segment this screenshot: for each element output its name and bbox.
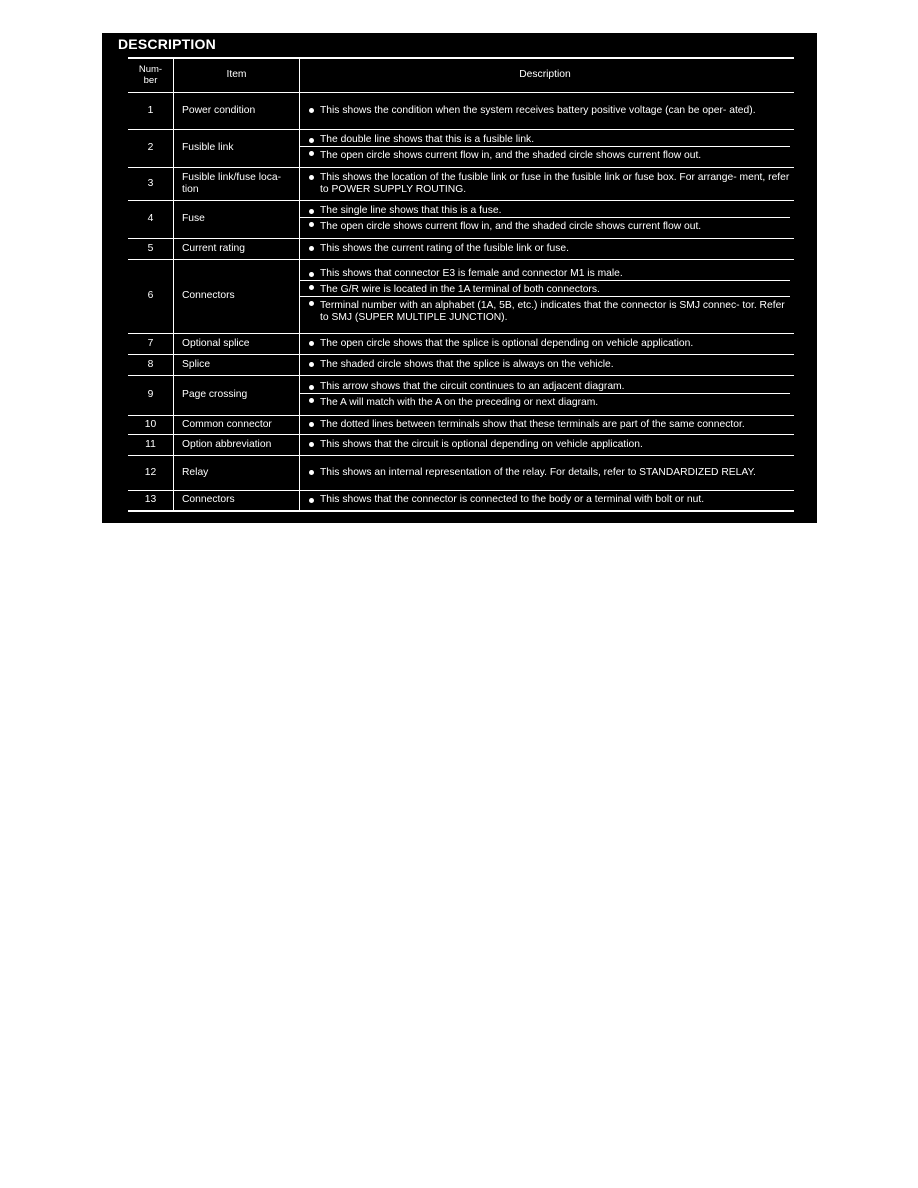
- row-number: 2: [128, 129, 174, 167]
- row-item: Relay: [174, 455, 300, 490]
- header-description: Description: [519, 69, 571, 81]
- bullet-item: The open circle shows current flow in, and the shaded circle shows current flow out.: [300, 146, 790, 162]
- row-item: Connectors: [174, 490, 300, 511]
- description-panel: [102, 33, 817, 523]
- row-item: Fusible link/fuse loca- tion: [174, 167, 300, 200]
- description-table: [128, 57, 794, 512]
- bullet-list: [309, 439, 790, 451]
- row-description: [300, 167, 795, 200]
- row-description: [300, 434, 795, 455]
- row-item: Option abbreviation: [174, 434, 300, 455]
- row-item: Current rating: [174, 238, 300, 259]
- bullet-item: This shows the current rating of the fusible link or fuse.: [309, 243, 790, 255]
- row-item: Fusible link: [174, 129, 300, 167]
- bullet-list: [309, 359, 790, 371]
- header-number: [128, 58, 174, 92]
- row-item: Optional splice: [174, 333, 300, 354]
- bullet-list: [309, 381, 790, 409]
- bullet-item: This shows the location of the fusible link or fuse in the fusible link or fuse box. For arrange- ment, refer to POWER SUPPLY ROUTING.: [309, 172, 790, 196]
- header-number-line1: Num-: [138, 64, 163, 76]
- row-description: [300, 129, 795, 167]
- bullet-item: The G/R wire is located in the 1A terminal of both connectors.: [300, 280, 790, 296]
- table-row: [128, 455, 794, 490]
- row-number: 12: [128, 455, 174, 490]
- bullet-item: The A will match with the A on the preceding or next diagram.: [300, 393, 790, 409]
- bullet-item: The open circle shows that the splice is optional depending on vehicle application.: [309, 338, 790, 350]
- header-number-line2: ber: [143, 75, 158, 87]
- table-row: [128, 354, 794, 375]
- bullet-item: The dotted lines between terminals show that these terminals are part of the same connector.: [309, 419, 790, 431]
- row-description: [300, 490, 795, 511]
- table-row: [128, 167, 794, 200]
- row-number: 10: [128, 415, 174, 434]
- row-number: 6: [128, 259, 174, 333]
- table-row: [128, 375, 794, 415]
- bullet-item: This shows that the circuit is optional depending on vehicle application.: [309, 439, 790, 451]
- table-body: [128, 92, 794, 511]
- row-number: 5: [128, 238, 174, 259]
- row-description: [300, 200, 795, 238]
- table-row: [128, 238, 794, 259]
- table-row: [128, 490, 794, 511]
- row-number: 3: [128, 167, 174, 200]
- row-description: [300, 259, 795, 333]
- table-row: [128, 434, 794, 455]
- row-number: 11: [128, 434, 174, 455]
- bullet-item: The shaded circle shows that the splice is always on the vehicle.: [309, 359, 790, 371]
- row-description: [300, 238, 795, 259]
- row-item: Fuse: [174, 200, 300, 238]
- row-item: Connectors: [174, 259, 300, 333]
- row-number: 7: [128, 333, 174, 354]
- bullet-item: The double line shows that this is a fusible link.: [309, 134, 790, 146]
- table-row: [128, 92, 794, 129]
- bullet-item: Terminal number with an alphabet (1A, 5B, etc.) indicates that the connector is SMJ connec- tor. Refer to SMJ (SUPER MULTIPLE JUNCTION).: [300, 296, 790, 324]
- table-row: [128, 415, 794, 434]
- bullet-item: This shows an internal representation of the relay. For details, refer to STANDARDIZED RELAY.: [309, 467, 790, 479]
- row-item: Splice: [174, 354, 300, 375]
- row-item: Page crossing: [174, 375, 300, 415]
- bullet-list: [309, 105, 790, 117]
- table-row: [128, 200, 794, 238]
- row-description: [300, 333, 795, 354]
- bullet-list: [309, 494, 790, 506]
- row-number: 9: [128, 375, 174, 415]
- header-item: Item: [174, 58, 300, 92]
- bullet-list: [309, 243, 790, 255]
- row-item: Power condition: [174, 92, 300, 129]
- table-row: [128, 333, 794, 354]
- row-description: [300, 92, 795, 129]
- bullet-list: [309, 172, 790, 196]
- bullet-item: The open circle shows current flow in, and the shaded circle shows current flow out.: [300, 217, 790, 233]
- row-number: 13: [128, 490, 174, 511]
- row-number: 1: [128, 92, 174, 129]
- bullet-list: [309, 268, 790, 324]
- bullet-list: [309, 467, 790, 479]
- bullet-item: This arrow shows that the circuit continues to an adjacent diagram.: [309, 381, 790, 393]
- bullet-item: This shows that the connector is connected to the body or a terminal with bolt or nut.: [309, 494, 790, 506]
- bullet-item: This shows that connector E3 is female and connector M1 is male.: [309, 268, 790, 280]
- row-description: [300, 375, 795, 415]
- section-title: DESCRIPTION: [118, 36, 216, 52]
- table-row: [128, 129, 794, 167]
- bullet-list: [309, 338, 790, 350]
- bullet-list: [309, 419, 790, 431]
- row-description: [300, 455, 795, 490]
- bullet-item: The single line shows that this is a fuse.: [309, 205, 790, 217]
- row-description: [300, 354, 795, 375]
- bullet-item: This shows the condition when the system receives battery positive voltage (can be oper- ated).: [309, 105, 790, 117]
- table-header-row: [128, 58, 794, 92]
- table-row: [128, 259, 794, 333]
- row-number: 8: [128, 354, 174, 375]
- row-description: [300, 415, 795, 434]
- bullet-list: [309, 134, 790, 162]
- row-item: Common connector: [174, 415, 300, 434]
- row-number: 4: [128, 200, 174, 238]
- bullet-list: [309, 205, 790, 233]
